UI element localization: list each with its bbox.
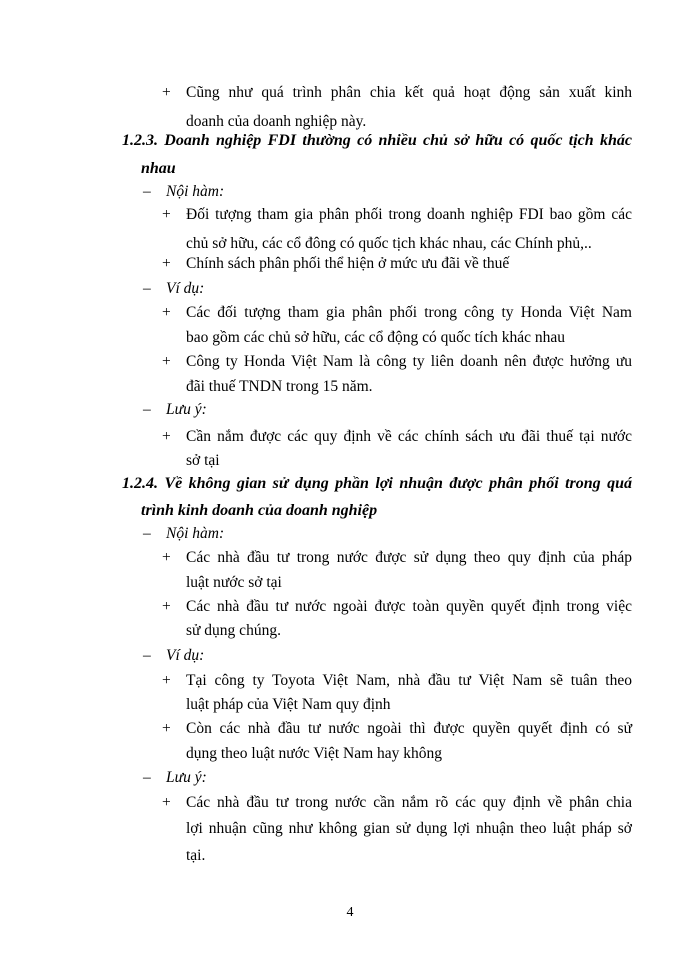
paragraph-line: Cũng như quá trình phân chia kết quả hoạt động sản xuất kinh [186, 84, 632, 101]
paragraph-line: dụng theo luật nước Việt Nam hay không [186, 745, 443, 762]
paragraph-line: Còn các nhà đầu tư nước ngoài thì được quyền quyết định có sử [186, 720, 632, 737]
plus-bullet: + [162, 304, 171, 321]
section-label: Lưu ý: [166, 769, 207, 786]
paragraph-line: Cần nắm được các quy định về các chính sách ưu đãi thuế tại nước [186, 428, 632, 445]
dash-bullet: – [143, 183, 151, 200]
paragraph-line: bao gồm các chủ sở hữu, các cổ động có quốc tích khác nhau [186, 329, 565, 346]
plus-bullet: + [162, 672, 171, 689]
paragraph-line: luật pháp của Việt Nam quy định [186, 696, 391, 713]
plus-bullet: + [162, 428, 171, 445]
paragraph-line: đãi thuế TNDN trong 15 năm. [186, 378, 373, 395]
paragraph-line: chủ sở hữu, các cổ đông có quốc tịch khác nhau, các Chính phủ,.. [186, 235, 592, 252]
dash-bullet: – [143, 525, 151, 542]
plus-bullet: + [162, 84, 171, 101]
paragraph-line: tại. [186, 847, 206, 864]
dash-bullet: – [143, 647, 151, 664]
section-heading: 1.2.4. Về không gian sử dụng phần lợi nhuận được phân phối trong quá [122, 475, 632, 492]
plus-bullet: + [162, 549, 171, 566]
paragraph-line: sở tại [186, 452, 220, 469]
paragraph-line: Các đối tượng tham gia phân phối trong công ty Honda Việt Nam [186, 304, 632, 321]
plus-bullet: + [162, 598, 171, 615]
section-heading: trình kinh doanh của doanh nghiệp [141, 502, 378, 519]
paragraph-line: Đối tượng tham gia phân phối trong doanh nghiệp FDI bao gồm các [186, 206, 632, 223]
section-heading: 1.2.3. Doanh nghiệp FDI thường có nhiều chủ sở hữu có quốc tịch khác [122, 132, 632, 149]
paragraph-line: Các nhà đầu tư trong nước cần nắm rõ các quy định về phân chia [186, 794, 632, 811]
paragraph-line: sử dụng chúng. [186, 622, 281, 639]
plus-bullet: + [162, 720, 171, 737]
paragraph-line: Công ty Honda Việt Nam là công ty liên doanh nên được hưởng ưu [186, 353, 632, 370]
dash-bullet: – [143, 401, 151, 418]
section-label: Ví dụ: [166, 647, 205, 664]
dash-bullet: – [143, 769, 151, 786]
section-label: Nội hàm: [166, 525, 225, 542]
page-number: 4 [346, 905, 354, 920]
paragraph-line: Chính sách phân phối thể hiện ở mức ưu đãi về thuế [186, 255, 510, 272]
section-label: Nội hàm: [166, 183, 225, 200]
paragraph-line: Tại công ty Toyota Việt Nam, nhà đầu tư Việt Nam sẽ tuân theo [186, 672, 632, 689]
paragraph-line: Các nhà đầu tư nước ngoài được toàn quyền quyết định trong việc [186, 598, 632, 615]
paragraph-line: lợi nhuận cũng như không gian sử dụng lợi nhuận theo luật pháp sở [186, 820, 632, 837]
dash-bullet: – [143, 280, 151, 297]
plus-bullet: + [162, 255, 171, 272]
paragraph-line: doanh của doanh nghiệp này. [186, 113, 367, 130]
paragraph-line: Các nhà đầu tư trong nước được sử dụng theo quy định của pháp [186, 549, 632, 566]
paragraph-line: luật nước sở tại [186, 574, 282, 591]
plus-bullet: + [162, 794, 171, 811]
section-heading: nhau [141, 160, 176, 177]
plus-bullet: + [162, 353, 171, 370]
section-label: Ví dụ: [166, 280, 205, 297]
section-label: Lưu ý: [166, 401, 207, 418]
plus-bullet: + [162, 206, 171, 223]
